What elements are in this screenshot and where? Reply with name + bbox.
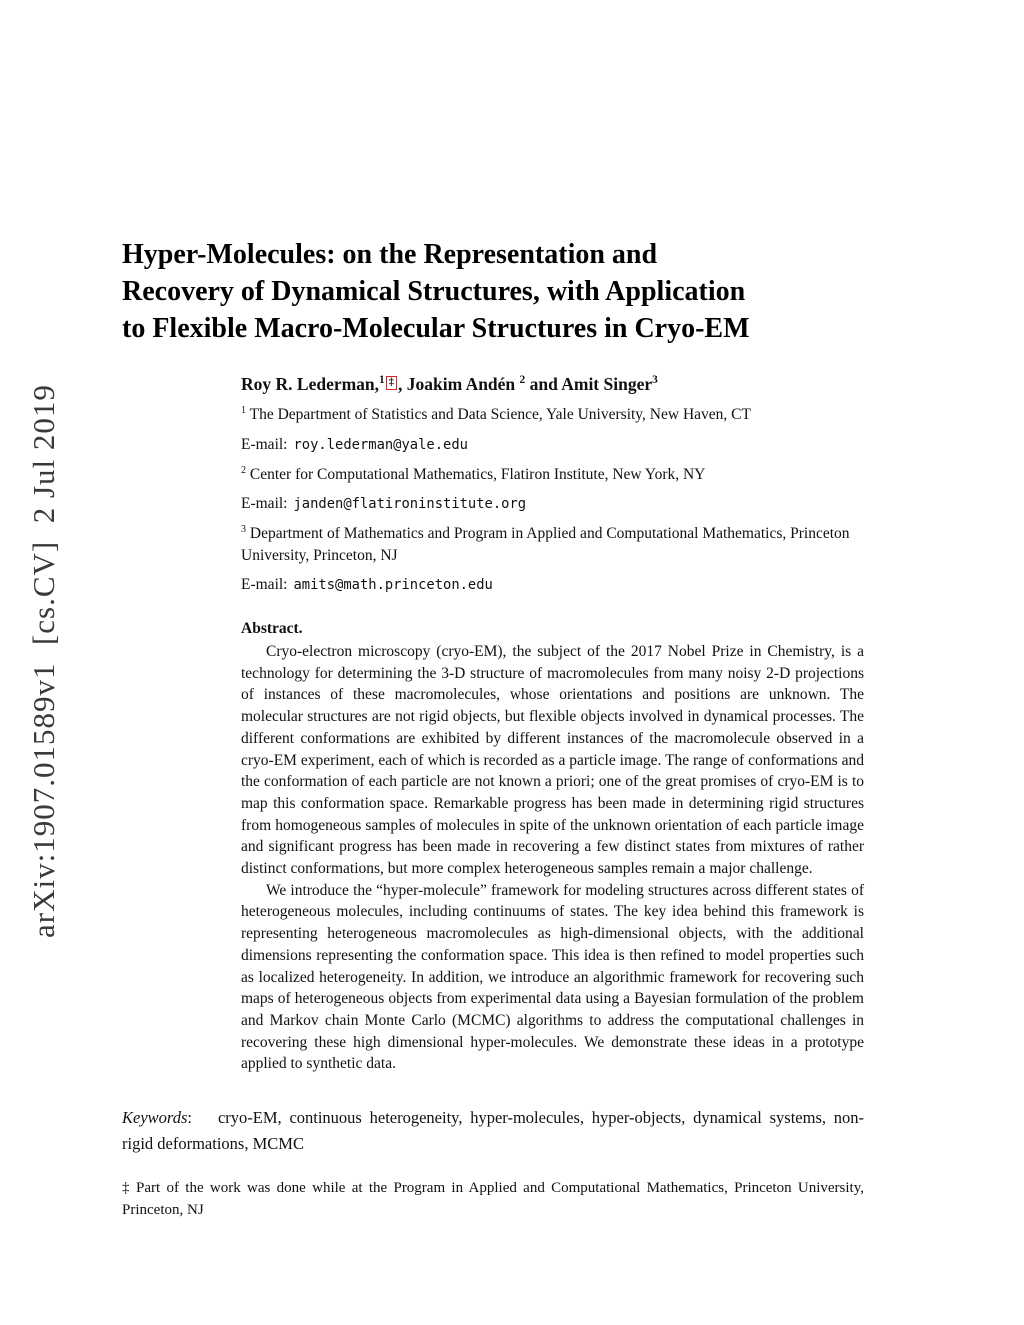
affiliation-1-sup: 1 xyxy=(241,404,247,416)
paper-content xyxy=(122,236,864,1221)
title-line-3: to Flexible Macro-Molecular Structures in Cryo-EM xyxy=(122,313,750,344)
affiliation-2-sup: 2 xyxy=(241,464,247,476)
footnote-line xyxy=(122,1177,864,1221)
affiliation-2 xyxy=(241,464,864,486)
footnote-mark: ‡ xyxy=(122,1180,133,1197)
affiliation-3-sup: 3 xyxy=(241,523,247,535)
abstract-section xyxy=(241,618,864,1075)
title-line-1: Hyper-Molecules: on the Representation and xyxy=(122,239,658,270)
keywords-text: cryo-EM, continuous heterogeneity, hyper-molecules, hyper-objects, dynamical systems, non-rigid deformations, MCMC xyxy=(122,1108,864,1154)
email-line-2 xyxy=(241,493,864,515)
abstract-paragraph-1: Cryo-electron microscopy (cryo-EM), the subject of the 2017 Nobel Prize in Chemistry, is a technology for determining the 3-D structure of macromolecules from many noisy 2-D projections of instances of these macromolecules, whose orientations and positions are unknown. The molecular structures are not rigid objects, but flexible objects involved in dynamical processes. The different conformations are exhibited by different instances of the macromolecule observed in a cryo-EM experiment, each of which is recorded as a particle image. The range of conformations and the conformation of each particle are not known a priori; one of the great promises of cryo-EM is to map this conformation space. Remarkable progress has been made in determining rigid structures from homogeneous samples of molecules in spite of the unknown orientation of each particle image and significant progress has been made in recovering a few distinct states from mixtures of rather distinct conformations, but more complex heterogeneous samples remain a major challenge. xyxy=(241,643,864,878)
email-address-3: amits@math.princeton.edu xyxy=(293,577,493,593)
abstract-paragraph-2: We introduce the “hyper-molecule” framework for modeling structures across different states of heterogeneous molecules, including continuums of states. The key idea behind this framework is representing heterogeneous macromolecules as high-dimensional objects, with the additional dimensions representing the conformation space. This idea is then refined to model properties such as localized heterogeneity. In addition, we introduce an algorithmic framework for recovering such maps of heterogeneous objects from experimental data using a Bayesian formulation of the problem and Markov chain Monte Carlo (MCMC) algorithms to address the computational challenges in recovering these high dimensional hyper-molecules. We demonstrate these ideas in a prototype applied to synthetic data. xyxy=(241,881,864,1073)
author-line xyxy=(241,373,864,396)
email-address-1: roy.lederman@yale.edu xyxy=(293,436,468,453)
email-label-3: E-mail: xyxy=(241,576,288,593)
email-label-2: E-mail: xyxy=(241,495,288,512)
author-affil-sup-3: 3 xyxy=(652,374,658,387)
footnote-text: Part of the work was done while at the Program in Applied and Computational Mathematics, Princeton University, Princeton, NJ xyxy=(122,1180,864,1219)
affiliation-1-text: The Department of Statistics and Data Science, Yale University, New Haven, CT xyxy=(246,406,751,423)
paper-title xyxy=(122,236,864,347)
email-line-1 xyxy=(241,434,864,456)
affiliation-2-text: Center for Computational Mathematics, Flatiron Institute, New York, NY xyxy=(246,465,706,483)
affiliation-3-text: Department of Mathematics and Program in Applied and Computational Mathematics, Princeton University, Princeton, NJ xyxy=(241,525,850,564)
keywords-label: Keywords xyxy=(122,1108,188,1128)
author-affil-sup-1: 1 xyxy=(379,374,385,387)
author-name-3: and Amit Singer xyxy=(525,374,653,394)
affiliation-3 xyxy=(241,523,864,566)
affiliation-1 xyxy=(241,404,864,426)
keywords-line xyxy=(122,1105,864,1157)
title-line-2: Recovery of Dynamical Structures, with Application xyxy=(122,276,746,307)
keywords-separator: : xyxy=(187,1108,192,1128)
footnote-link-box[interactable]: ‡ xyxy=(386,376,397,390)
arxiv-watermark: arXiv:1907.01589v1 [cs.CV] 2 Jul 2019 xyxy=(26,384,61,938)
email-label-1: E-mail: xyxy=(241,435,288,453)
author-name-1: Roy R. Lederman, xyxy=(241,374,380,394)
author-name-2: , Joakim Andén xyxy=(397,374,520,394)
abstract-heading: Abstract. xyxy=(241,620,303,637)
author-affil-sup-2: 2 xyxy=(519,374,526,387)
front-matter-block xyxy=(241,373,864,1075)
email-address-2: janden@flatironinstitute.org xyxy=(293,496,527,512)
email-line-3 xyxy=(241,574,864,596)
